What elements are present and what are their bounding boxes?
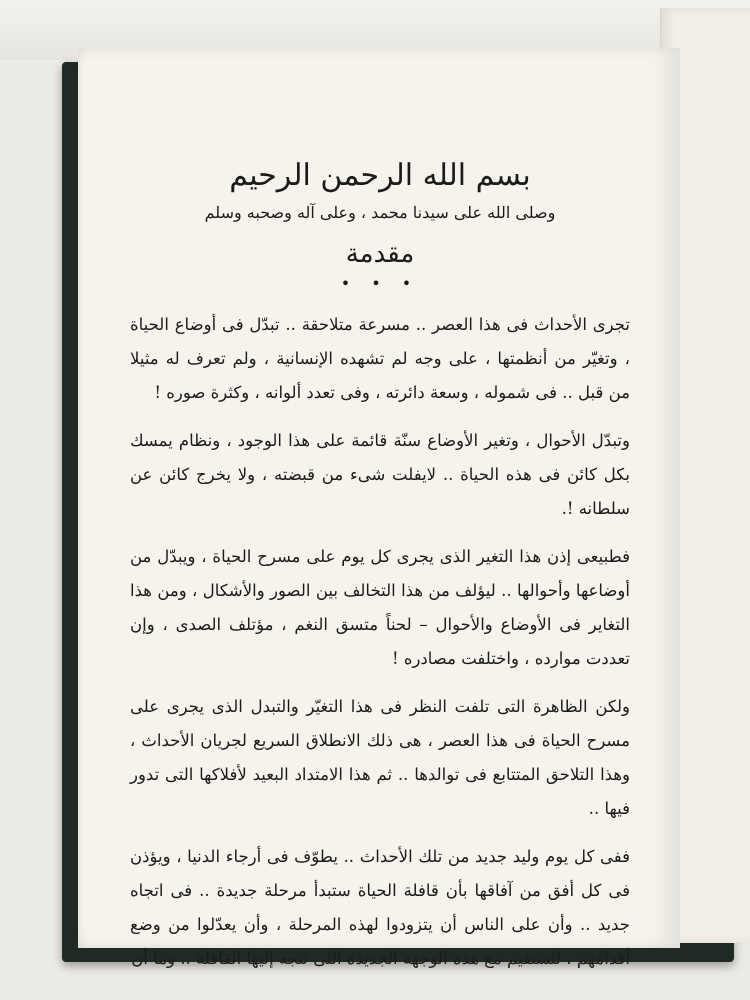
page-heading: مقدمة bbox=[345, 239, 415, 269]
book-page bbox=[78, 48, 680, 968]
paragraph: وتبدّل الأحوال ، وتغير الأوضاع سنّة قائمة على هذا الوجود ، ونظام يمسك بكل كائن فى هذه الحياة .. لايفلت شىء من قبضته ، ولا يخرج كائن عن سلطانه !. bbox=[130, 431, 630, 518]
salutation-line: وصلى الله على سيدنا محمد ، وعلى آله وصحبه وسلم bbox=[204, 203, 556, 222]
paragraph: ولكن الظاهرة التى تلفت النظر فى هذا التغيّر والتبدل الذى يجرى على مسرح الحياة فى هذا العصر ، هى ذلك الانطلاق السريع لجريان الأحداث ، وهذا التلاحق المتتابع فى توالدها .. ثم هذا الامتداد البعيد لأفلاكها التى تدور فيها .. bbox=[130, 697, 630, 818]
basmala-calligraphy: بسم الله الرحمن الرحيم bbox=[229, 158, 531, 193]
page-text-block bbox=[130, 156, 630, 990]
paragraph: ففى كل يوم وليد جديد من تلك الأحداث .. يطوّف فى أرجاء الدنيا ، ويؤذن فى كل أفق من آفاقها بأن قافلة الحياة ستبدأ مرحلة جديدة .. فى اتجاه جديد .. وأن على الناس أن يتزودوا لهذه المرحلة ، وأن يعدّلوا من وضع أقدامهم ، لتستقيم مع هذه الوجهة الجديدة التى تتجه إليها القافلة .. وما أن bbox=[130, 847, 630, 968]
paragraph: فطبيعى إذن هذا التغير الذى يجرى كل يوم على مسرح الحياة ، ويبدّل من أوضاعها وأحوالها .. ليؤلف من هذا التخالف بين الصور والأشكال ، ومن هذا التغاير فى الأوضاع والأحوال – لحناً متسق النغم ، مؤتلف الصدى ، وإن تعددت موارده ، واختلفت مصادره ! bbox=[130, 547, 630, 668]
section-ornament: • • • bbox=[340, 274, 420, 293]
paragraph: تجرى الأحداث فى هذا العصر .. مسرعة متلاحقة .. تبدّل فى أوضاع الحياة ، وتغيّر من أنظمتها ، على وجه لم تشهده الإنسانية ، ولم تعرف له مثيلا من قبل .. فى شموله ، وسعة دائرته ، وفى تعدد ألوانه ، وكثرة صوره ! bbox=[130, 315, 630, 402]
